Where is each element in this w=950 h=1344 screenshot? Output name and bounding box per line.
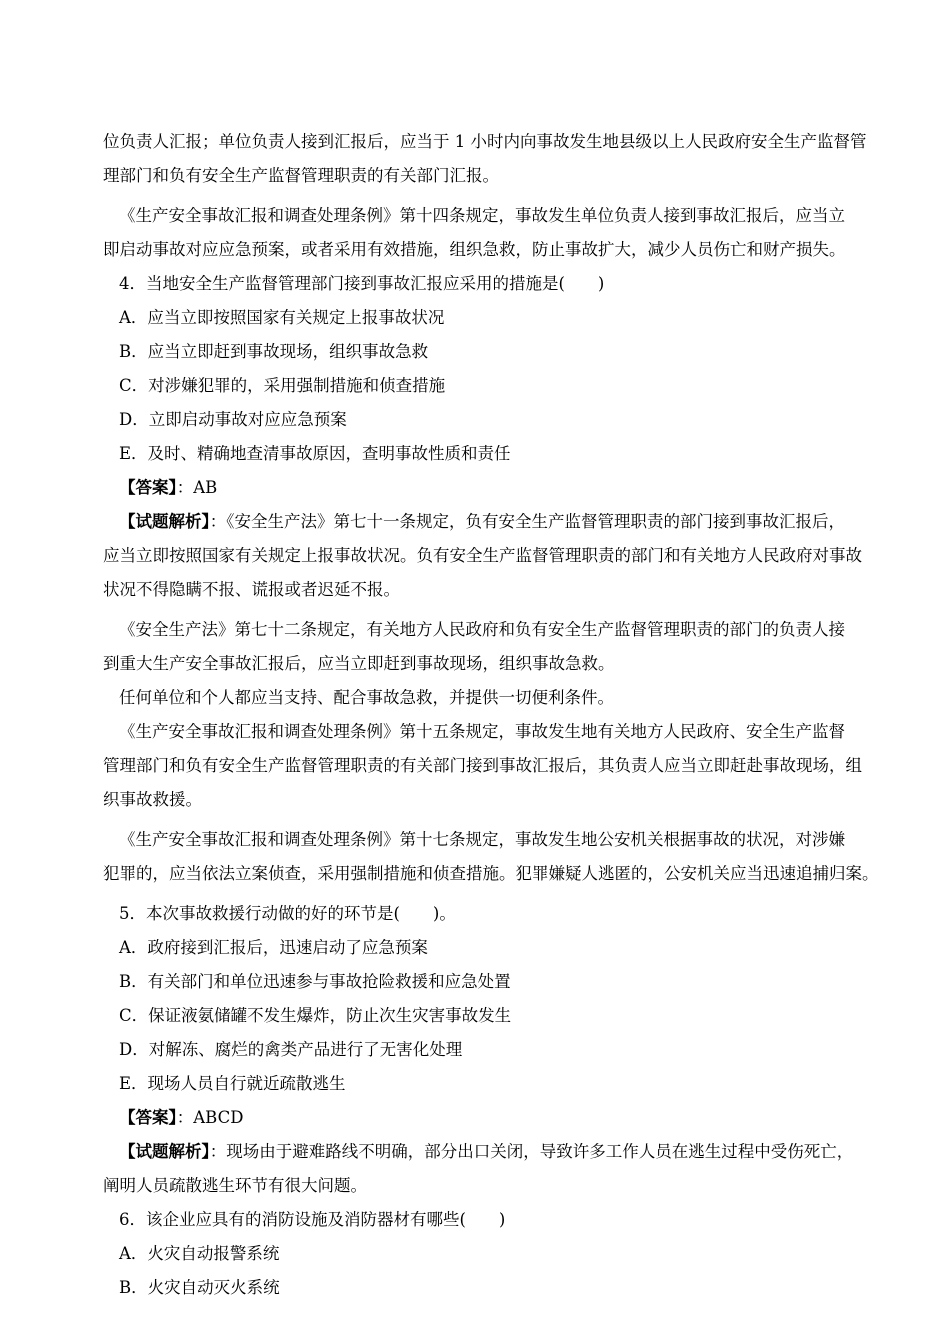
- answer-label: 【答案】: [119, 478, 177, 497]
- question-6: 6．该企业应具有的消防设施及消防器材有哪些( ): [119, 1210, 506, 1229]
- option-e: E．及时、精确地查清事故原因，查明事故性质和责任: [119, 444, 511, 463]
- paragraph-line: 犯罪的，应当依法立案侦查，采用强制措施和侦查措施。犯罪嫌疑人逃匿的，公安机关应当迅速追捕归案。: [103, 864, 879, 883]
- paragraph-line: 状况不得隐瞒不报、谎报或者迟延不报。: [103, 580, 400, 599]
- option-d: D．立即启动事故对应应急预案: [119, 410, 347, 429]
- analysis-label: 【试题解析】: [119, 512, 210, 531]
- option-a: A．应当立即按照国家有关规定上报事故状况: [119, 308, 445, 327]
- question-5: 5．本次事故救援行动做的好的环节是( )。: [119, 904, 456, 923]
- analysis-label: 【试题解析】: [119, 1142, 210, 1161]
- answer-line: [119, 1108, 243, 1128]
- paragraph-line: 《生产安全事故汇报和调查处理条例》第十五条规定，事故发生地有关地方人民政府、安全生产监督: [119, 722, 845, 741]
- answer-value: ：ABCD: [176, 1108, 244, 1127]
- option-a: A．政府接到汇报后，迅速启动了应急预案: [119, 938, 428, 957]
- option-c: C．保证液氨储罐不发生爆炸，防止次生灾害事故发生: [119, 1006, 512, 1025]
- paragraph-line: 理部门和负有安全生产监督管理职责的有关部门汇报。: [103, 166, 499, 185]
- option-c: C．对涉嫌犯罪的，采用强制措施和侦查措施: [119, 376, 446, 395]
- answer-value: ：AB: [176, 478, 218, 497]
- analysis-text: ：现场由于避难路线不明确，部分出口关闭，导致许多工作人员在逃生过程中受伤死亡，: [209, 1142, 854, 1161]
- paragraph-line: 《生产安全事故汇报和调查处理条例》第十七条规定，事故发生地公安机关根据事故的状况，对涉嫌: [119, 830, 845, 849]
- analysis-text: ：《安全生产法》第七十一条规定，负有安全生产监督管理职责的部门接到事故汇报后，: [209, 512, 845, 531]
- option-b: B．火灾自动灭火系统: [119, 1278, 280, 1297]
- paragraph-line: 《安全生产法》第七十二条规定，有关地方人民政府和负有安全生产监督管理职责的部门的负责人接: [119, 620, 845, 639]
- option-a: A．火灾自动报警系统: [119, 1244, 280, 1263]
- paragraph-line: 到重大生产安全事故汇报后，应当立即赶到事故现场，组织事故急救。: [103, 654, 615, 673]
- answer-label: 【答案】: [119, 1108, 177, 1127]
- paragraph-line: 《生产安全事故汇报和调查处理条例》第十四条规定，事故发生单位负责人接到事故汇报后，应当立: [119, 206, 845, 225]
- question-4: 4．当地安全生产监督管理部门接到事故汇报应采用的措施是( ): [119, 274, 605, 293]
- paragraph-line: 管理部门和负有安全生产监督管理职责的有关部门接到事故汇报后，其负责人应当立即赶赴事故现场，组: [103, 756, 862, 775]
- option-e: E．现场人员自行就近疏散逃生: [119, 1074, 346, 1093]
- paragraph-line: 阐明人员疏散逃生环节有很大问题。: [103, 1176, 367, 1195]
- analysis-line: [119, 512, 845, 532]
- paragraph-line: 应当立即按照国家有关规定上报事故状况。负有安全生产监督管理职责的部门和有关地方人民政府对事故: [103, 546, 862, 565]
- analysis-line: [119, 1142, 853, 1162]
- answer-line: [119, 478, 217, 498]
- paragraph-line: 织事故救援。: [103, 790, 202, 809]
- option-b: B．有关部门和单位迅速参与事故抢险救援和应急处置: [119, 972, 511, 991]
- option-d: D．对解冻、腐烂的禽类产品进行了无害化处理: [119, 1040, 463, 1059]
- option-b: B．应当立即赶到事故现场，组织事故急救: [119, 342, 429, 361]
- paragraph-line: 任何单位和个人都应当支持、配合事故急救，并提供一切便利条件。: [119, 688, 614, 707]
- paragraph-line: 即启动事故对应应急预案，或者采用有效措施，组织急救，防止事故扩大，减少人员伤亡和财产损失。: [103, 240, 846, 259]
- paragraph-line: 位负责人汇报；单位负责人接到汇报后，应当于 1 小时内向事故发生地县级以上人民政府安全生产监督管: [103, 132, 867, 151]
